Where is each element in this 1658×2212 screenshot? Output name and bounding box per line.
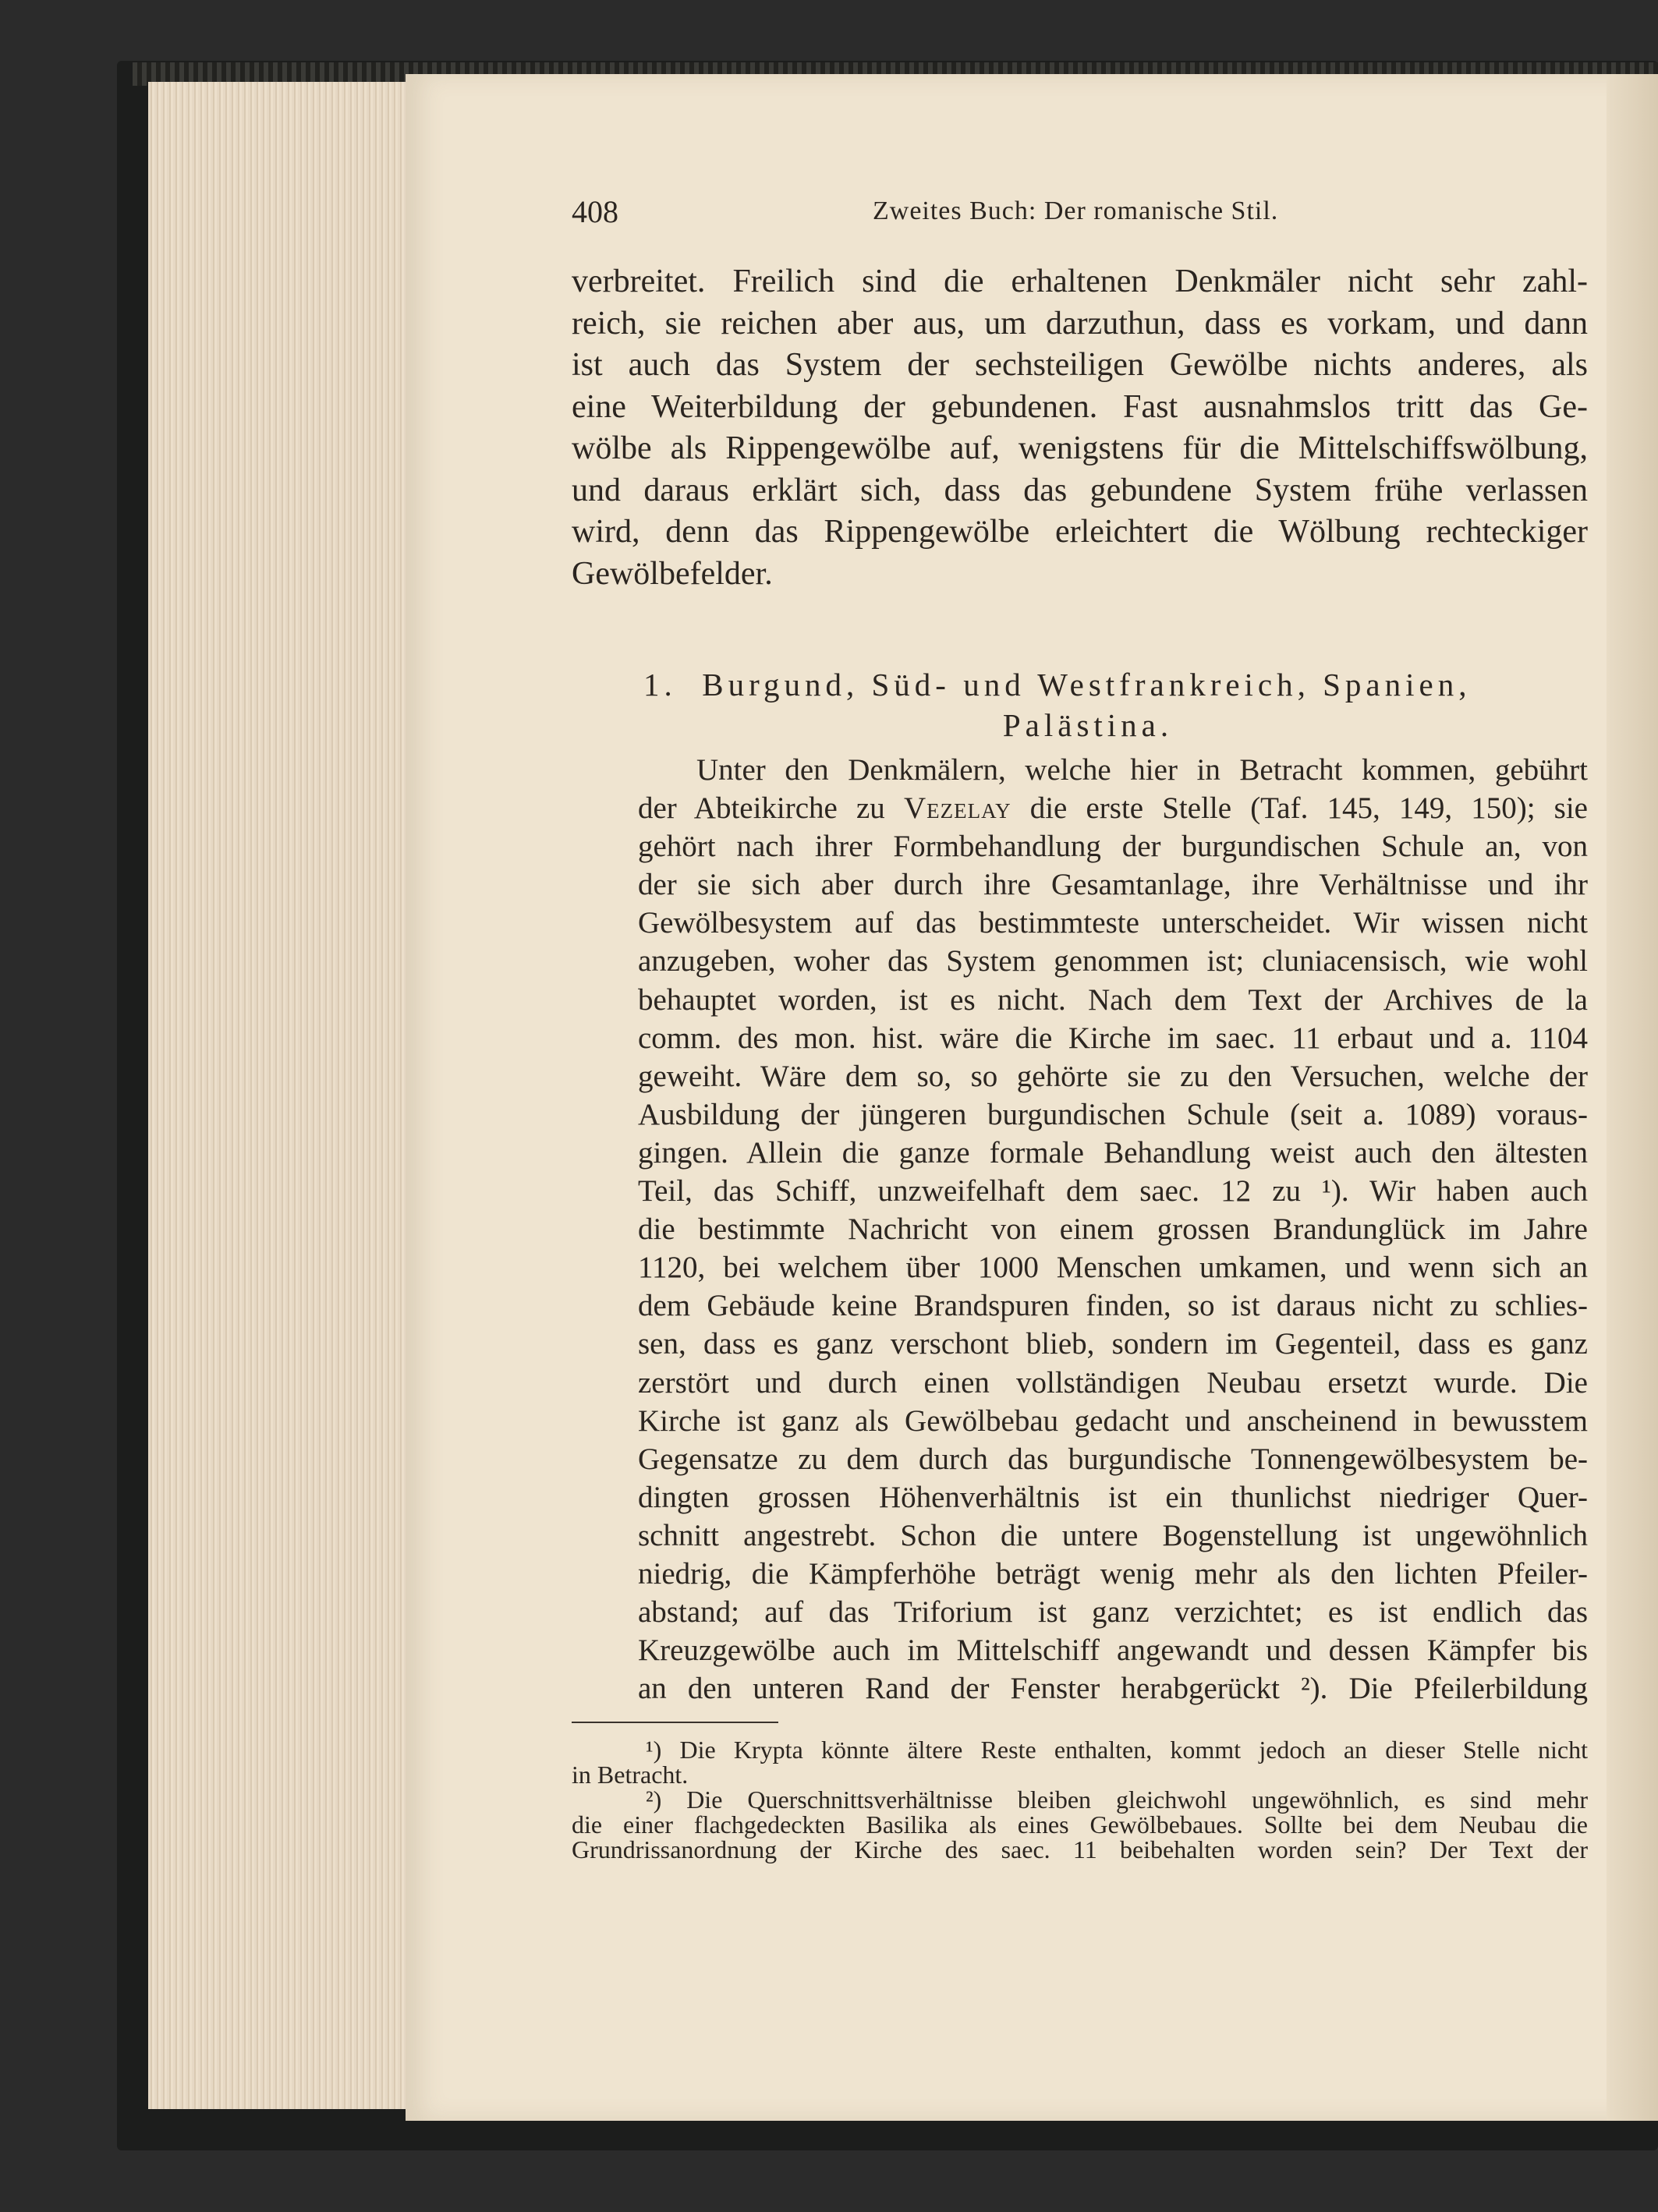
- footnote-line: die einer flachgedeckten Basilika als eines Gewölbebaues. Sollte bei dem Neubau die: [572, 1810, 1588, 1839]
- page-right-edge: [1607, 74, 1658, 2121]
- text-line: Gewölbesystem auf das bestimmteste unterscheidet. Wir wissen nicht: [638, 906, 1588, 940]
- text-line: behauptet worden, ist es nicht. Nach dem Text der Archives de la: [638, 982, 1588, 1017]
- section-number: 1.: [643, 667, 677, 703]
- section-heading-line-1: [643, 664, 1532, 705]
- text-line: sen, dass es ganz verschont blieb, sondern im Gegenteil, dass es ganz: [638, 1327, 1588, 1361]
- text-line: und daraus erklärt sich, dass das gebundene System frühe verlassen: [572, 472, 1588, 508]
- text-line: 1120, bei welchem über 1000 Menschen umkamen, und wenn sich an: [638, 1251, 1588, 1285]
- text-line: wölbe als Rippengewölbe auf, wenigstens für die Mittelschiffswölbung,: [572, 430, 1588, 466]
- text-line: niedrig, die Kämpferhöhe beträgt wenig mehr als den lichten Pfeiler-: [638, 1556, 1588, 1591]
- text-line: die bestimmte Nachricht von einem grossen Brandunglück im Jahre: [638, 1212, 1588, 1247]
- text-line: Unter den Denkmälern, welche hier in Betracht kommen, gebührt: [696, 753, 1588, 787]
- text-line: dem Gebäude keine Brandspuren finden, so ist daraus nicht zu schlies-: [638, 1289, 1588, 1323]
- intro-paragraph: [572, 261, 1588, 595]
- footnote-line: Grundrissanordnung der Kirche des saec. 11 beibehalten worden sein? Der Text der: [572, 1835, 1588, 1863]
- text-line: Teil, das Schiff, unzweifelhaft dem saec. 12 zu ¹). Wir haben auch: [638, 1174, 1588, 1209]
- text-line: gehört nach ihrer Formbehandlung der burgundischen Schule an, von: [638, 830, 1588, 864]
- section-title-line-2: Palästina.: [1002, 707, 1174, 743]
- place-name: Vezelay: [903, 791, 1011, 826]
- page-number: 408: [572, 194, 618, 229]
- text-line: wird, denn das Rippengewölbe erleichtert die Wölbung rechteckiger: [572, 514, 1588, 550]
- text-line: Gegensatze zu dem durch das burgundische Tonnengewölbesystem be-: [638, 1442, 1588, 1476]
- text-line: anzugeben, woher das System genommen ist; cluniacensisch, wie wohl: [638, 944, 1588, 979]
- text-line: abstand; auf das Triforium ist ganz verzichtet; es ist endlich das: [638, 1595, 1588, 1630]
- text-line: Kreuzgewölbe auch im Mittelschiff angewandt und dessen Kämpfer bis: [638, 1633, 1588, 1668]
- section-title-line-1: Burgund, Süd- und Westfrankreich, Spanien,: [702, 667, 1472, 703]
- text-line: schnitt angestrebt. Schon die untere Bogenstellung ist ungewöhnlich: [638, 1518, 1588, 1552]
- text-line: eine Weiterbildung der gebundenen. Fast ausnahmslos tritt das Ge-: [572, 388, 1588, 425]
- section-heading: [643, 664, 1532, 745]
- text-line: dingten grossen Höhenverhältnis ist ein thunlichst niedriger Quer-: [638, 1480, 1588, 1514]
- text-line: ist auch das System der sechsteiligen Gewölbe nichts anderes, als: [572, 347, 1588, 383]
- page-edges-stack: [148, 82, 413, 2109]
- text-line: Gewölbefelder.: [572, 555, 773, 592]
- text-line: an den unteren Rand der Fenster herabgerückt ²). Die Pfeilerbildung: [638, 1672, 1588, 1706]
- text-line: reich, sie reichen aber aus, um darzuthun, dass es vorkam, und dann: [572, 305, 1588, 342]
- footnote-divider: [572, 1722, 778, 1723]
- page-header: [572, 193, 1585, 232]
- footnote-line: ²) Die Querschnittsverhältnisse bleiben gleichwohl ungewöhnlich, es sind mehr: [646, 1786, 1588, 1814]
- text-line: der sie sich aber durch ihre Gesamtanlage, ihre Verhältnisse und ihr: [638, 868, 1588, 902]
- footnote-line: ¹) Die Krypta könnte ältere Reste enthalten, kommt jedoch an dieser Stelle nicht: [646, 1736, 1588, 1764]
- running-head: Zweites Buch: Der romanische Stil.: [873, 196, 1279, 225]
- text-line: Ausbildung der jüngeren burgundischen Schule (seit a. 1089) voraus-: [638, 1097, 1588, 1131]
- text-line: der Abteikirche zu Vezelay die erste Stelle (Taf. 145, 149, 150); sie: [638, 791, 1588, 826]
- text-line: geweiht. Wäre dem so, so gehörte sie zu den Versuchen, welche der: [638, 1059, 1588, 1093]
- text-line: zerstört und durch einen vollständigen Neubau ersetzt wurde. Die: [638, 1365, 1588, 1400]
- main-paragraph: [638, 751, 1588, 1708]
- text-line: gingen. Allein die ganze formale Behandlung weist auch den ältesten: [638, 1135, 1588, 1170]
- text-line: Kirche ist ganz als Gewölbebau gedacht und anscheinend in bewusstem: [638, 1403, 1588, 1438]
- text-line: verbreitet. Freilich sind die erhaltenen Denkmäler nicht sehr zahl-: [572, 264, 1588, 299]
- footnotes: [572, 1737, 1588, 1862]
- footnote-line: in Betracht.: [572, 1761, 689, 1789]
- text-line: comm. des mon. hist. wäre die Kirche im saec. 11 erbaut und a. 1104: [638, 1021, 1588, 1055]
